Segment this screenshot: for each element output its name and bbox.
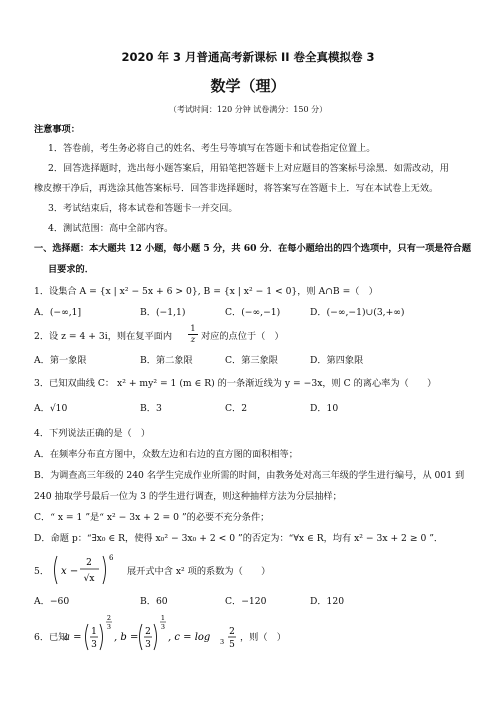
q2-frac-den: z — [188, 334, 198, 345]
section-heading-cont: 目要求的． — [48, 264, 94, 275]
q6-b-num: 2 — [145, 627, 151, 637]
q2-option-c: C．第三象限 — [225, 355, 278, 366]
q5-stem: 展开式中含 x² 项的系数为（ ） — [127, 566, 271, 577]
q6-b-exp-den: 3 — [160, 623, 166, 631]
section-heading: 一、选择题：本大题共 12 小题，每小题 5 分，共 60 分．在每小题给出的四个选项中，只有一项是符合题 — [34, 243, 472, 254]
q6-b-exp-num: 1 — [160, 614, 166, 622]
q4-option-c: C．“ x = 1 ”是“ x² − 3x + 2 = 0 ”的必要不充分条件； — [34, 512, 270, 523]
q5-left-paren — [55, 556, 58, 584]
q6-a-label: a = — [64, 632, 82, 643]
q5-option-a: A．−60 — [34, 596, 70, 607]
q3-stem: 3．已知双曲线 C： x² + my² = 1 (m ∈ R) 的一条渐近线为 y = −3x，则 C 的离心率为（ ） — [34, 378, 437, 389]
q1-stem: 1．设集合 A = {x | x² − 5x + 6 > 0}, B = {x | x² − 1 < 0}，则 A∩B =（ ） — [34, 286, 378, 297]
q2-option-b: B．第二象限 — [140, 355, 193, 366]
note-2: 2．回答选择题时，选出每小题答案后，用铅笔把答题卡上对应题目的答案标号涂黑．如需改动，用 — [48, 163, 449, 174]
q2-option-d: D．第四象限 — [310, 355, 364, 366]
q5-option-b: B．60 — [140, 596, 168, 607]
q6-expression — [64, 612, 254, 658]
q2-option-a: A．第一象限 — [34, 355, 87, 366]
q4-option-b-cont: 240 抽取学号最后一位为 3 的学生进行调查，则这种抽样方法为分层抽样； — [34, 491, 342, 502]
q6-a-num: 1 — [91, 627, 97, 637]
q5-expr-den: √x — [83, 574, 95, 584]
note-2-cont: 橡皮擦干净后，再选涂其他答案标号．回答非选择题时，将答案写在答题卡上．写在本试卷上无效。 — [34, 183, 439, 194]
q6-a-exp-num: 2 — [106, 614, 112, 622]
q6-b-lparen — [140, 624, 143, 650]
q3-option-c: C．2 — [225, 403, 248, 414]
q2-fraction — [188, 324, 198, 345]
q6-a-lparen — [86, 624, 89, 650]
q1-option-d: D．(−∞,−1)∪(3,+∞) — [310, 307, 405, 318]
note-1: 1．答卷前，考生务必将自己的姓名、考生号等填写在答题卡和试卷指定位置上。 — [48, 143, 376, 154]
q5-expression — [52, 550, 122, 590]
exam-title: 2020 年 3 月普通高考新课标 II 卷全真模拟卷 3 — [121, 50, 375, 64]
q6-c-base: 3 — [220, 638, 225, 646]
q1-option-b: B．(−1,1) — [140, 307, 186, 318]
q5-right-paren — [103, 556, 106, 584]
q1-option-a: A．(−∞,1] — [34, 307, 82, 318]
q6-suffix: ，则（ ） — [240, 632, 286, 643]
q5-option-c: C．−120 — [225, 596, 267, 607]
q3-option-a: A．√10 — [34, 403, 68, 414]
q6-c-label: , c = log — [168, 632, 211, 643]
note-3: 3．考试结束后，将本试卷和答题卡一并交回。 — [48, 203, 238, 214]
q6-b-den: 3 — [145, 640, 151, 650]
subject-title: 数学（理） — [210, 77, 286, 95]
q5-number: 5． — [34, 566, 50, 577]
q2-stem-a: 2．设 z = 4 + 3i，则在复平面内 — [34, 331, 173, 342]
q5-exponent: 6 — [109, 554, 114, 562]
exam-meta: （考试时间：120 分钟 试卷满分：150 分） — [168, 105, 328, 114]
q5-expr-x: x − — [61, 566, 79, 577]
q6-c-num: 2 — [229, 627, 235, 637]
q1-option-c: C．(−∞,−1) — [225, 307, 281, 318]
q4-option-a: A．在频率分布直方图中，众数左边和右边的直方图的面积相等； — [34, 449, 298, 460]
q6-a-exp-den: 3 — [106, 623, 112, 631]
q2-stem-b: 对应的点位于（ ） — [201, 331, 284, 342]
q4-stem: 4．下列说法正确的是（ ） — [34, 428, 151, 439]
q3-option-d: D．10 — [310, 403, 339, 414]
q5-expr-num: 2 — [86, 558, 92, 568]
q3-option-b: B．3 — [140, 403, 162, 414]
q4-option-b: B．为调查高三年级的 240 名学生完成作业所需的时间，由教务处对高三年级的学生进行编号，从 001 到 — [34, 470, 465, 481]
q6-a-rparen — [100, 624, 103, 650]
q6-b-rparen — [154, 624, 157, 650]
notes-heading: 注意事项： — [34, 124, 80, 135]
q2-frac-num: 1 — [190, 324, 196, 334]
q4-option-d: D．命题 p：“∃x₀ ∈ R，使得 x₀² − 3x₀ + 2 < 0 ”的否定为：“∀x ∈ R，均有 x² − 3x + 2 ≥ 0 ”． — [34, 533, 444, 544]
q6-prefix: 6．已知 — [34, 632, 68, 643]
q5-option-d: D．120 — [310, 596, 345, 607]
q6-c-den: 5 — [229, 640, 235, 650]
q6-a-den: 3 — [91, 640, 97, 650]
note-4: 4．测试范围：高中全部内容。 — [48, 223, 174, 234]
q6-b-label: , b = — [114, 632, 139, 643]
